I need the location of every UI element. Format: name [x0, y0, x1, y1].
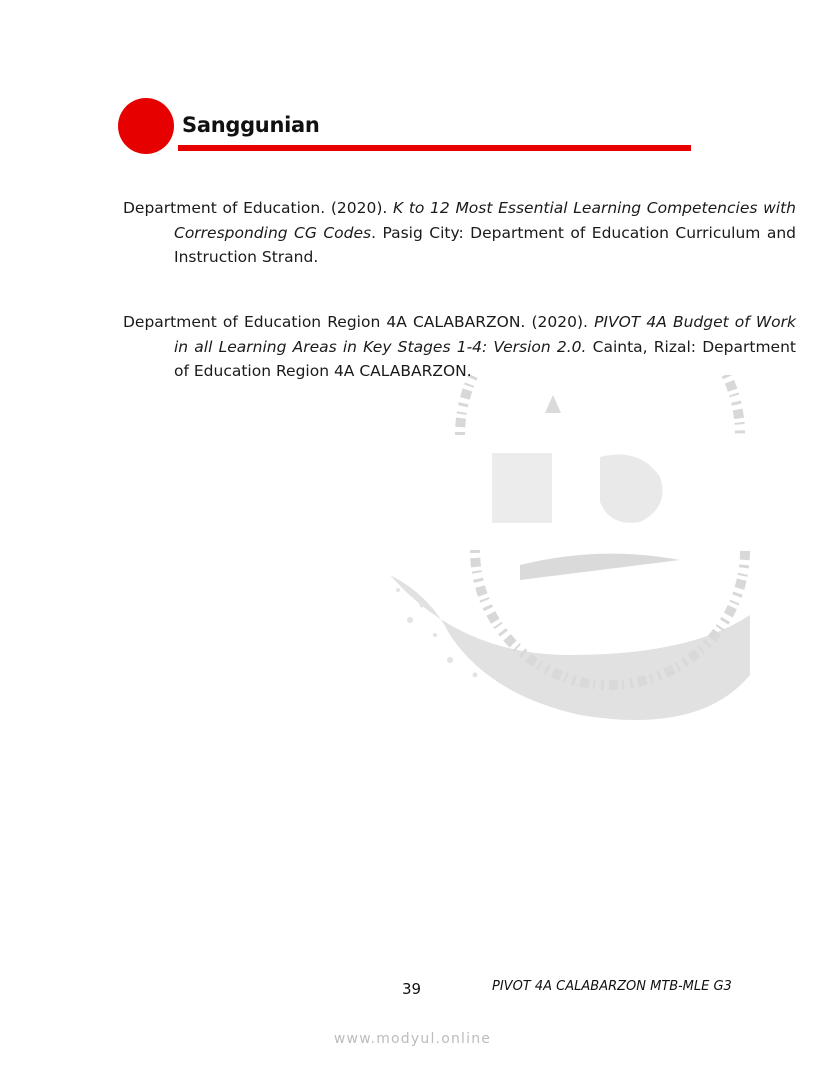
section-title-underline [178, 145, 691, 151]
reference-title: K to 12 Most Essential Learning Competencies with Corresponding CG Codes [174, 199, 796, 242]
deped-seal-watermark-icon [380, 375, 752, 735]
page-number: 39 [402, 980, 422, 998]
footer-series-title: PIVOT 4A CALABARZON MTB-MLE G3 [492, 979, 732, 994]
reference-entry [123, 310, 796, 384]
header-bullet-circle [118, 98, 174, 154]
reference-author: Department of Education. (2020). [123, 199, 388, 217]
reference-author: Department of Education Region 4A CALABARZON. (2020). [123, 313, 588, 331]
reference-publisher: . Pasig City: Department of Education Curriculum and Instruction Strand. [174, 223, 797, 266]
site-url-watermark: www.modyul.online [333, 1031, 492, 1047]
reference-publisher: Cainta, Rizal: Department of Education Region 4A CALABARZON. [174, 337, 796, 380]
reference-entry [123, 196, 796, 270]
reference-title: PIVOT 4A Budget of Work in all Learning Areas in Key Stages 1-4: Version 2.0. [174, 313, 797, 356]
section-title: Sanggunian [182, 113, 320, 137]
